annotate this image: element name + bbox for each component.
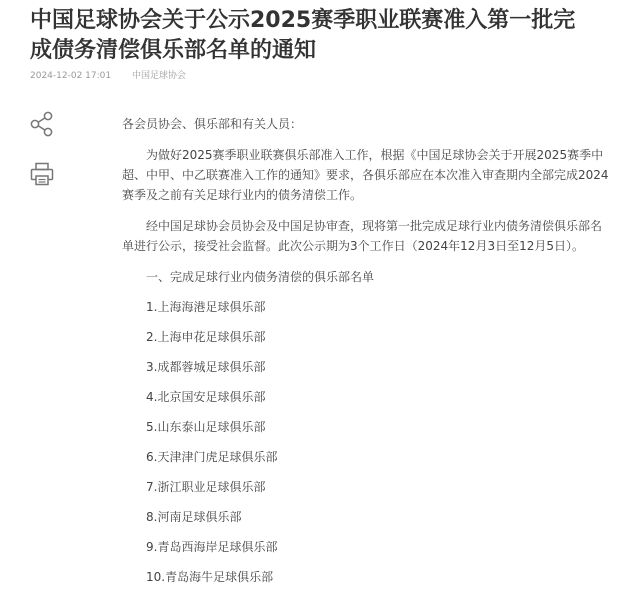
club-list-item: 9.青岛西海岸足球俱乐部: [146, 540, 278, 554]
club-list-item: 8.河南足球俱乐部: [146, 510, 242, 524]
club-list-item: 5.山东泰山足球俱乐部: [146, 420, 266, 434]
article-source: 中国足球协会: [131, 71, 186, 81]
article-title-line-1: 中国足球协会关于公示2025赛季职业联赛准入第一批完: [30, 8, 576, 33]
print-icon: [29, 161, 55, 187]
club-list-item: 2.上海申花足球俱乐部: [146, 330, 266, 344]
club-list: [122, 297, 612, 587]
club-list-item: 6.天津津门虎足球俱乐部: [146, 450, 278, 464]
body-paragraph-2: 经中国足球协会员协会及中国足协审查，现将第一批完成足球行业内债务清偿俱乐部名单进行公示，接受社会监督。此次公示期为3个工作日（2024年12月3日至12月5日）。: [122, 219, 603, 253]
article-meta: [30, 68, 186, 81]
club-list-item: 7.浙江职业足球俱乐部: [146, 480, 266, 494]
club-list-item: 1.上海海港足球俱乐部: [146, 300, 266, 314]
article-body: [122, 114, 612, 597]
print-button[interactable]: [29, 161, 55, 187]
section-heading: 一、完成足球行业内债务清偿的俱乐部名单: [146, 270, 375, 284]
club-list-item: 10.青岛海牛足球俱乐部: [146, 570, 274, 584]
share-icon: [29, 111, 55, 137]
share-button[interactable]: [29, 111, 55, 137]
greeting-line: 各会员协会、俱乐部和有关人员：: [122, 117, 303, 131]
publish-date: 2024-12-02 17:01: [30, 71, 112, 81]
club-list-item: 4.北京国安足球俱乐部: [146, 390, 266, 404]
article-title-line-2: 成债务清偿俱乐部名单的通知: [30, 38, 317, 63]
article-title: [30, 6, 620, 66]
club-list-item: 3.成都蓉城足球俱乐部: [146, 360, 266, 374]
body-paragraph-1: 为做好2025赛季职业联赛俱乐部准入工作，根据《中国足球协会关于开展2025赛季中超、中甲、中乙联赛准入工作的通知》要求，各俱乐部应在本次准入审查期内全部完成2024赛季及之前有关足球行业内的债务清偿工作。: [122, 148, 609, 202]
